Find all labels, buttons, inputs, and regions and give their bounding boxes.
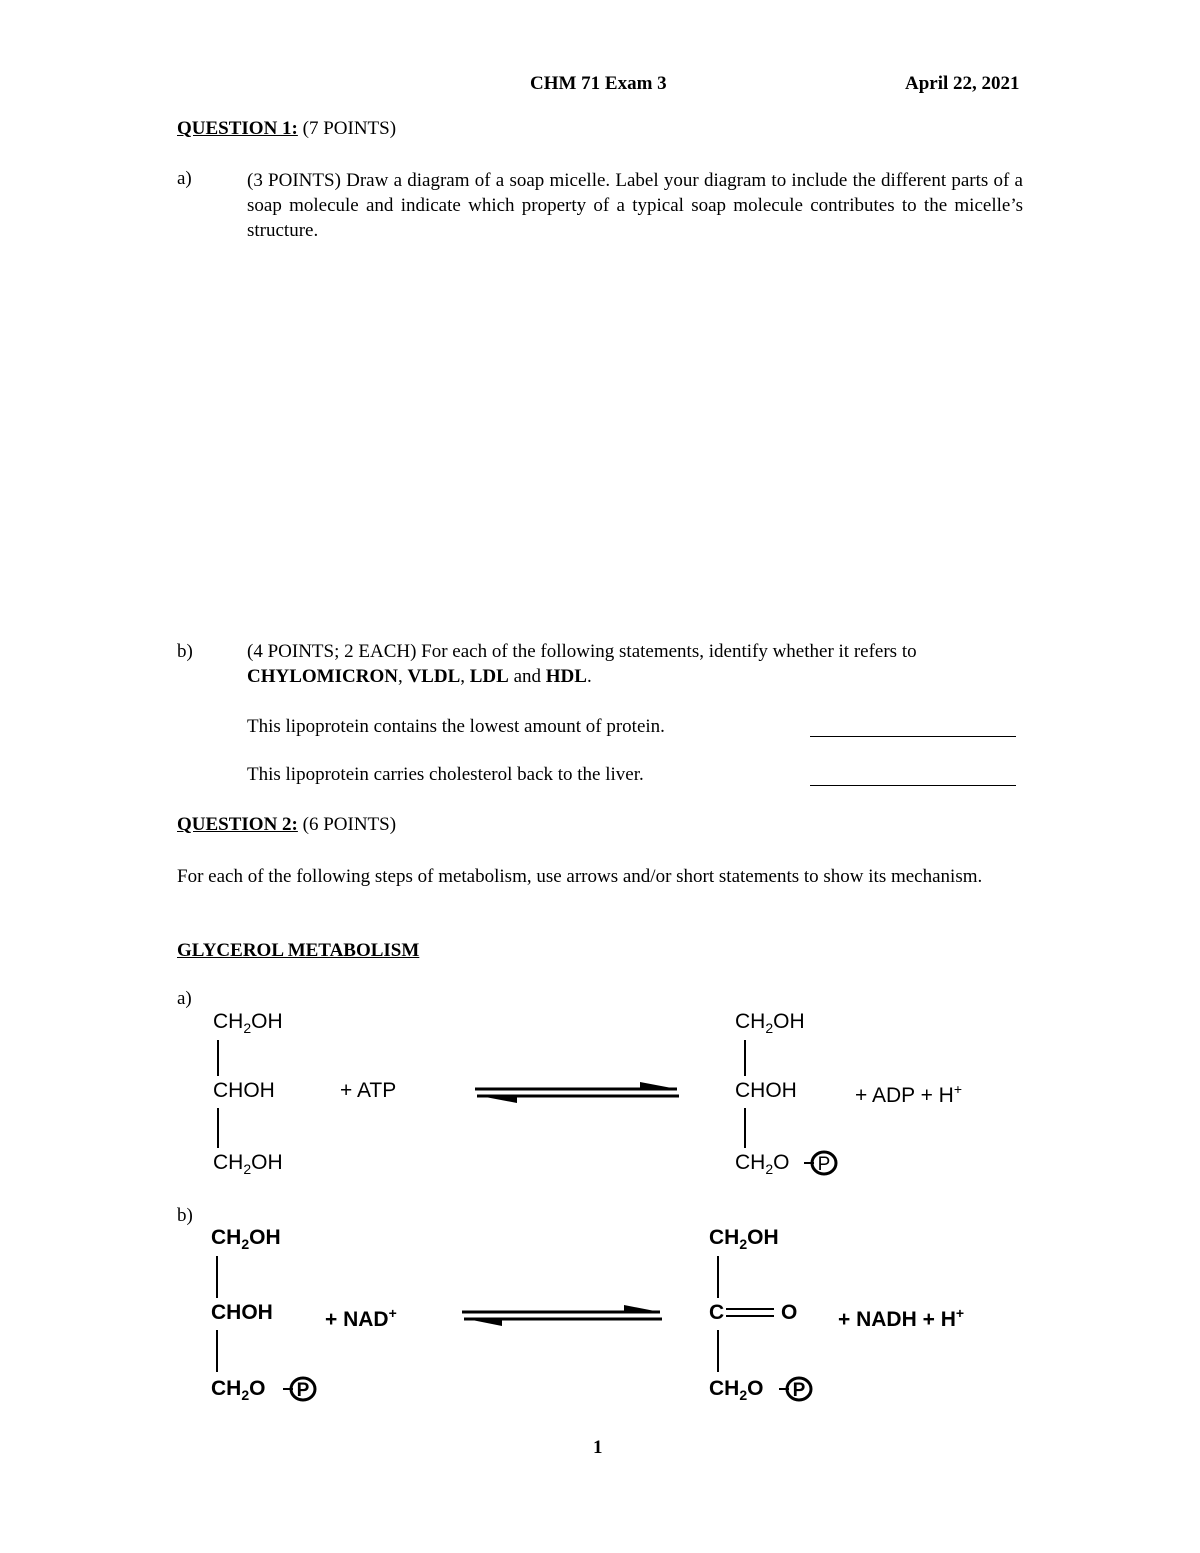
text: CH [211,1377,242,1400]
bond-line [744,1108,746,1148]
phosphate-letter: P [792,1380,806,1401]
reactant-a-mid: CHOH [213,1079,275,1102]
coproducts-b [838,1305,964,1332]
equilibrium-arrow-icon [462,1303,667,1333]
text: OH [773,1010,805,1033]
q1a-text: (3 POINTS) Draw a diagram of a soap micelle. Label your diagram to include the different parts of a soap molecule and indicate which property of a typical soap molecule contributes to the micelle’s structure. [247,170,1023,241]
text: O [747,1377,764,1400]
reaction-a-label: a) [177,988,192,1009]
subscript: 2 [243,1161,252,1178]
reactant-b-mid: CHOH [211,1301,273,1324]
option-vldl: VLDL [407,666,461,687]
text: CH [213,1151,244,1174]
text: OH [747,1226,779,1249]
statement-2: This lipoprotein carries cholesterol back to the liver. [247,764,644,785]
superscript: + [955,1305,965,1321]
phosphate-letter: P [817,1154,831,1175]
text: + NADH + H [838,1308,956,1331]
separator: , [397,666,408,687]
phosphate-circle-icon [779,1374,815,1404]
separator: , [460,666,470,687]
phosphate-circle-icon [804,1148,840,1178]
subscript: 2 [241,1236,250,1253]
answer-blank-2[interactable] [810,785,1016,786]
text: OH [249,1226,281,1249]
separator: . [586,666,592,687]
question-2-heading [177,814,396,836]
reactant-a-top [213,1010,283,1036]
bond-line [744,1040,746,1076]
bond-line [216,1330,218,1372]
section-title: GLYCEROL METABOLISM [177,940,420,961]
bond-line [717,1330,719,1372]
product-b-bottom [709,1377,763,1403]
coproducts-a [855,1081,962,1108]
q1b-label: b) [177,641,193,662]
bond-line [717,1256,719,1298]
reactant-b-bottom [211,1377,265,1403]
q1b-intro: (4 POINTS; 2 EACH) For each of the following statements, identify whether it refers to [247,641,917,662]
text: O [773,1151,790,1174]
option-chylomicron: CHYLOMICRON [247,666,398,687]
phosphate-letter: P [296,1380,310,1401]
subscript: 2 [739,1387,748,1404]
text: CH [709,1377,740,1400]
separator: and [508,666,546,687]
exam-date: April 22, 2021 [905,73,1020,94]
subscript: 2 [243,1020,252,1037]
text: CH [709,1226,740,1249]
answer-blank-1[interactable] [810,736,1016,737]
product-b-top [709,1226,779,1252]
subscript: 2 [765,1161,774,1178]
page-number: 1 [593,1437,603,1458]
bond-line [217,1108,219,1148]
text: + NAD [325,1308,389,1331]
q1b-options [247,666,592,688]
q1a-label: a) [177,168,192,189]
equilibrium-arrow-icon [475,1080,685,1110]
text: + ADP + H [855,1084,954,1107]
subscript: 2 [241,1387,250,1404]
product-a-mid: CHOH [735,1079,797,1102]
text: CH [213,1010,244,1033]
text: O [249,1377,266,1400]
reagent-atp: + ATP [340,1079,397,1102]
text: CH [735,1151,766,1174]
text: OH [251,1010,283,1033]
bond-line [217,1040,219,1076]
product-a-top [735,1010,805,1036]
text: CH [211,1226,242,1249]
product-a-bottom [735,1151,789,1177]
text: CH [735,1010,766,1033]
reagent-nad [325,1305,397,1332]
option-hdl: HDL [545,666,587,687]
question-2-points: (6 POINTS) [302,814,397,835]
exam-title: CHM 71 Exam 3 [530,73,667,94]
bond-line [216,1256,218,1298]
option-ldl: LDL [469,666,509,687]
reactant-a-bottom [213,1151,283,1177]
statement-1: This lipoprotein contains the lowest amount of protein. [247,716,665,737]
double-bond-icon [726,1307,776,1319]
question-1-points: (7 POINTS) [302,118,397,139]
subscript: 2 [765,1020,774,1037]
question-2-instructions: For each of the following steps of metabolism, use arrows and/or short statements to show its mechanism. [177,866,983,887]
product-b-oxygen: O [781,1301,798,1324]
superscript: + [388,1305,397,1321]
reaction-b-label: b) [177,1205,193,1226]
text: OH [251,1151,283,1174]
product-b-carbon: C [709,1301,725,1324]
subscript: 2 [739,1236,748,1253]
phosphate-circle-icon [283,1374,319,1404]
question-1-title: QUESTION 1: [177,118,298,139]
question-2-title: QUESTION 2: [177,814,298,835]
question-1-heading [177,118,396,140]
superscript: + [953,1081,963,1097]
reactant-b-top [211,1226,281,1252]
